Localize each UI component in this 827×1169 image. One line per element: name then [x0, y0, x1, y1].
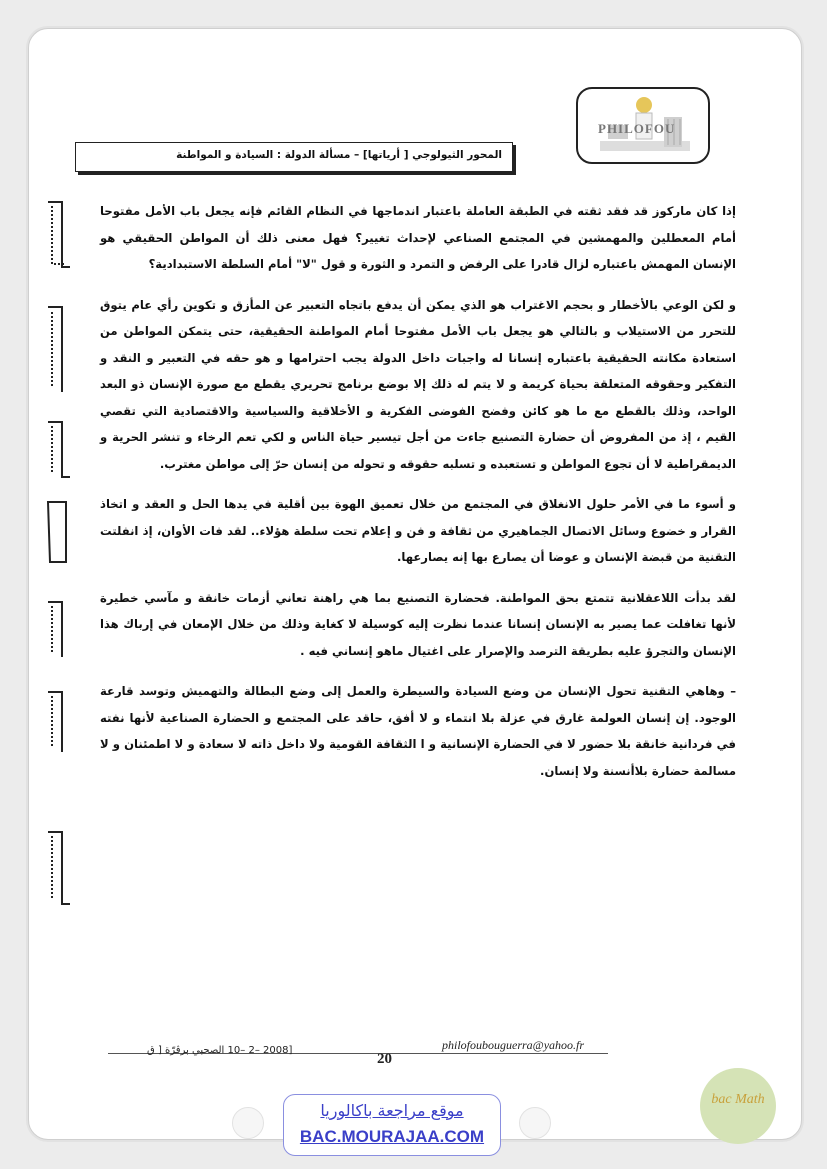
footer-author: [2008 –2 –10 الصحبي برڤرّة [ ق [147, 1045, 293, 1056]
footer-email: philofoubouguerra@yahoo.fr [442, 1038, 585, 1052]
article-body [100, 198, 736, 798]
badge-label: bac Math [711, 1092, 765, 1107]
site-logo-icon [232, 1107, 264, 1139]
philofou-logo [576, 87, 710, 164]
paragraph: و لكن الوعي بالأخطار و بحجم الاغتراب هو الذي يمكن أن يدفع باتجاه التعبير عن المأزق و تكوين رأي عام يتوق للتحرر من الاستيلاب و بالتالي هو يجعل باب الأمل مفتوحا أمام المواطنة الحقيقية، حتى يتمكن المواطن من استعادة مكانته الحقيقية باعتباره إنسانا له واجبات داخل الدولة يجب احترامها و هو حقه في التعبير و النقد و التفكير وحقوقه المتعلقة بحياة كريمة و لا يتم له ذلك إلا بوضع برنامج تحريري يقطع مع صورة الإنسان ذو البعد الواحد، وذلك بالقطع مع ما هو كائن وفضح الفوضى الفكرية و الأخلاقية والسياسية والاقتصادية التي تقصي القيم ، إذ من المفروض أن حضارة التصنيع جاءت من أجل تيسير حياة الناس و لكي تعم الرخاء و تنشر الحرية و الديمقراطية لا أن تجوع المواطن و تستعبده و تسلبه حقوقه و تحوله من إنسان حرّ إلى مواطن مغترب. [100, 297, 736, 471]
bac-math-badge [700, 1068, 776, 1144]
banner-url-link[interactable]: BAC.MOURAJAA.COM [299, 1127, 485, 1146]
paragraph: لقد بدأت اللاعقلانية تتمتع بحق المواطنة. فحضارة التصنيع بما هي راهنة تعاني أزمات خانقة و مآسي خطيرة لأنها تغافلت عما يصير به الإنسان إنسانا عندما نظرت إليه كوسيلة لا كغاية وذلك من خلال الإمعان في إرباك هذا الإنسان والتجرؤ عليه بطريقة الترصد والإصرار على اغتيال ماهو إنساني فيه . [100, 590, 736, 658]
logo-label: PHILOFOU [598, 121, 676, 136]
site-banner[interactable] [283, 1094, 501, 1156]
paragraph: إذا كان ماركوز قد فقد ثقته في الطبقة العاملة باعتبار اندماجها في النظام القائم فإنه يجعل باب الأمل مفتوحا أمام المعطلين والمهمشين في المجتمع الصناعي لإحداث تغيير؟ فهل معنى ذلك أن المواطن الحقيقي هو الإنسان المهمش باعتباره لزال قادرا على الرفض و التمرد و الثورة و قول "لا" أمام السلطة الاستبدادية؟ [100, 204, 736, 271]
header-box [75, 142, 513, 172]
paragraph: – وهاهي التقنية تحول الإنسان من وضع السيادة والسيطرة والعمل إلى وضع البطالة والتهميش وتوسد قارعة الوجود. إن إنسان العولمة غارق في عزلة بلا انتماء و لا أفق، حاقد على المجتمع و الحضارة الصناعية لأنها نفته في فردانية خانقة بلا حضور لا في الحضارة الإنسانية و ا الثقافة القومية ولا داخل ذاته لا سعادة و لا اطمئنان و لا مسالمة حضارة بلاأنسنة ولا إنسان. [100, 684, 736, 778]
site-logo-icon [519, 1107, 551, 1139]
banner-title[interactable]: موقع مراجعة باكالوريا [320, 1101, 464, 1120]
paragraph: و أسوء ما في الأمر حلول الانغلاق في المجتمع من خلال تعميق الهوة بين أقلية في يدها الحل و العقد و اتخاذ القرار و خضوع وسائل الاتصال الجماهيري من ثقافة و فن و إعلام تحت سلطة هؤلاء.. لقد فات الأوان، إذ انفلتت التقنية من قبضة الإنسان و عوضا أن يصارع بها إنه يصارعها. [100, 497, 736, 564]
side-decorative-border [40, 192, 76, 917]
page-number: 20 [377, 1051, 392, 1067]
header-title: المحور الثيولوجي [ أرياتها] – مسألة الدولة : السيادة و المواطنة [176, 149, 502, 161]
